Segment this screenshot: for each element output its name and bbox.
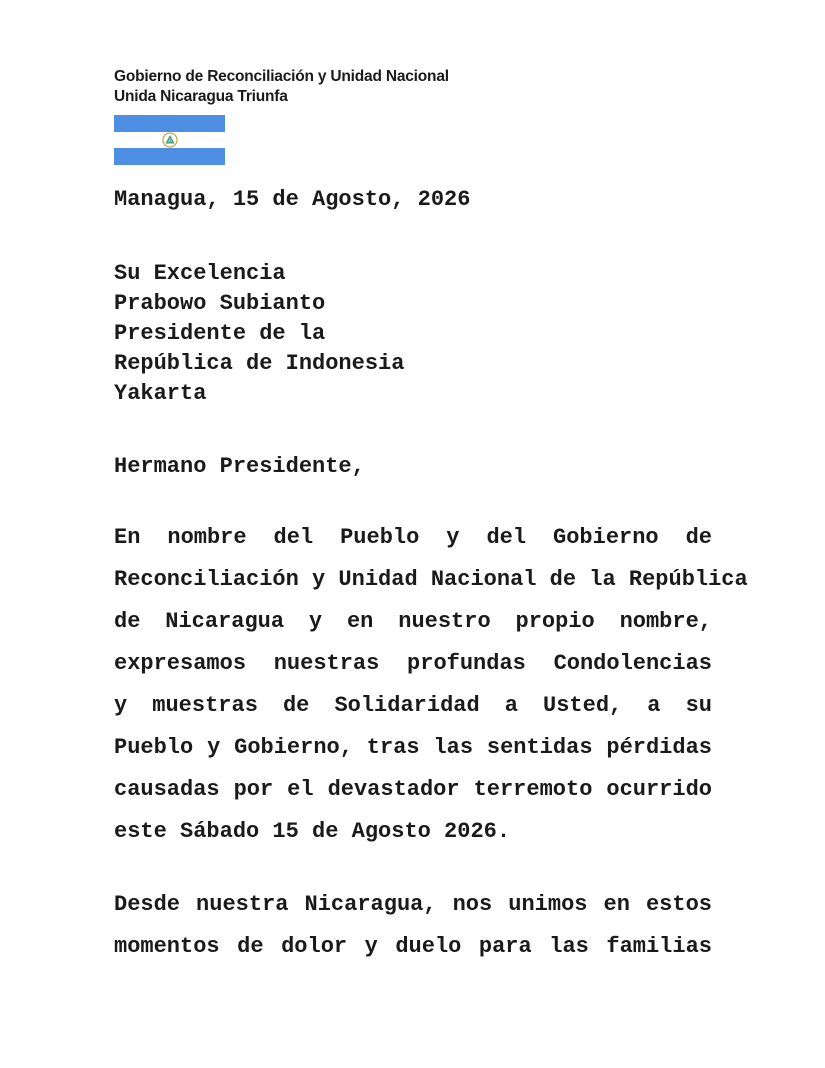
recipient-line: Su Excelencia [114, 261, 286, 286]
paragraph-line: este Sábado 15 de Agosto 2026. [114, 819, 511, 844]
letterhead [114, 67, 449, 107]
paragraph-line: de Nicaragua y en nuestro propio nombre, [114, 609, 712, 634]
nicaragua-flag-icon [114, 115, 225, 165]
flag-top-stripe [114, 115, 225, 132]
recipient-line: Yakarta [114, 381, 207, 406]
flag-bottom-stripe [114, 148, 225, 165]
paragraph-line: causadas por el devastador terremoto ocurrido [114, 777, 712, 802]
coat-of-arms-icon [162, 132, 178, 148]
paragraph-line: En nombre del Pueblo y del Gobierno de [114, 525, 712, 550]
body-paragraph-2 [114, 884, 712, 968]
salutation: Hermano Presidente, [114, 454, 365, 479]
paragraph-line: expresamos nuestras profundas Condolencias [114, 651, 712, 676]
letterhead-government-name: Gobierno de Reconciliación y Unidad Nacional [114, 68, 449, 85]
paragraph-line: Pueblo y Gobierno, tras las sentidas pérdidas [114, 735, 712, 760]
letterhead-slogan: Unida Nicaragua Triunfa [114, 88, 288, 105]
recipient-line: República de Indonesia [114, 351, 405, 376]
recipient-line: Presidente de la [114, 321, 326, 346]
body-paragraph-1 [114, 517, 748, 853]
recipient-line: Prabowo Subianto [114, 291, 326, 316]
paragraph-line: Reconciliación y Unidad Nacional de la República [114, 567, 748, 592]
paragraph-line: y muestras de Solidaridad a Usted, a su [114, 693, 712, 718]
paragraph-line: Desde nuestra Nicaragua, nos unimos en estos [114, 892, 712, 917]
paragraph-line: momentos de dolor y duelo para las familias [114, 934, 712, 959]
letter-date: Managua, 15 de Agosto, 2026 [114, 187, 471, 212]
recipient-address [114, 259, 404, 409]
flag-middle-stripe [114, 132, 225, 149]
